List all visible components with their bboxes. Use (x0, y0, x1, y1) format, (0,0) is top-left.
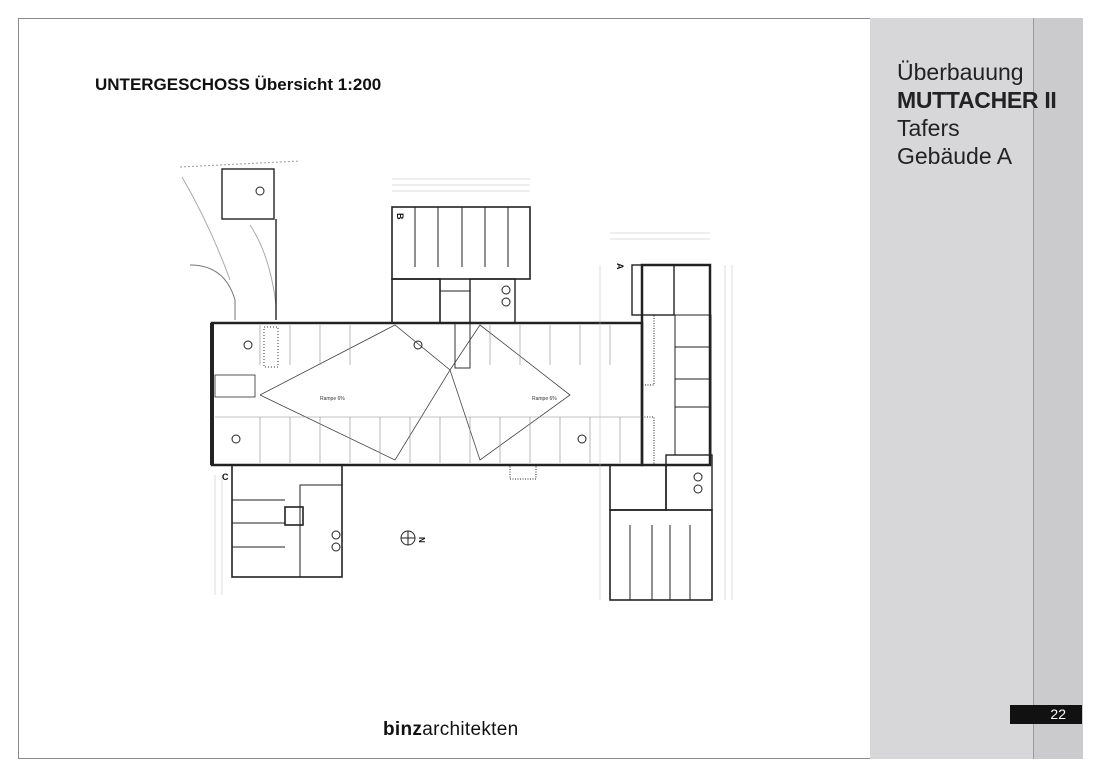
floor-plan-drawing (170, 155, 770, 605)
plan-label-ramp-left: Rampe 6% (320, 396, 345, 402)
brand-regular: architekten (422, 719, 519, 740)
plan-label-building-b: B (395, 213, 405, 220)
project-location: Tafers (897, 115, 960, 141)
brand-bold: binz (383, 719, 423, 740)
project-building: Gebäude A (897, 143, 1013, 169)
project-title (897, 58, 1057, 170)
plan-label-building-c: C (222, 472, 229, 482)
project-name: MUTTACHER II (897, 87, 1057, 113)
page-number: 22 (1010, 705, 1082, 724)
plan-label-north: N (417, 537, 426, 543)
plan-title: UNTERGESCHOSS Übersicht 1:200 (95, 75, 382, 94)
project-line-1: Überbauung (897, 59, 1024, 85)
plan-label-building-a: A (615, 263, 625, 270)
brand-logo (383, 719, 518, 741)
plan-label-ramp-right: Rampe 6% (532, 396, 557, 402)
